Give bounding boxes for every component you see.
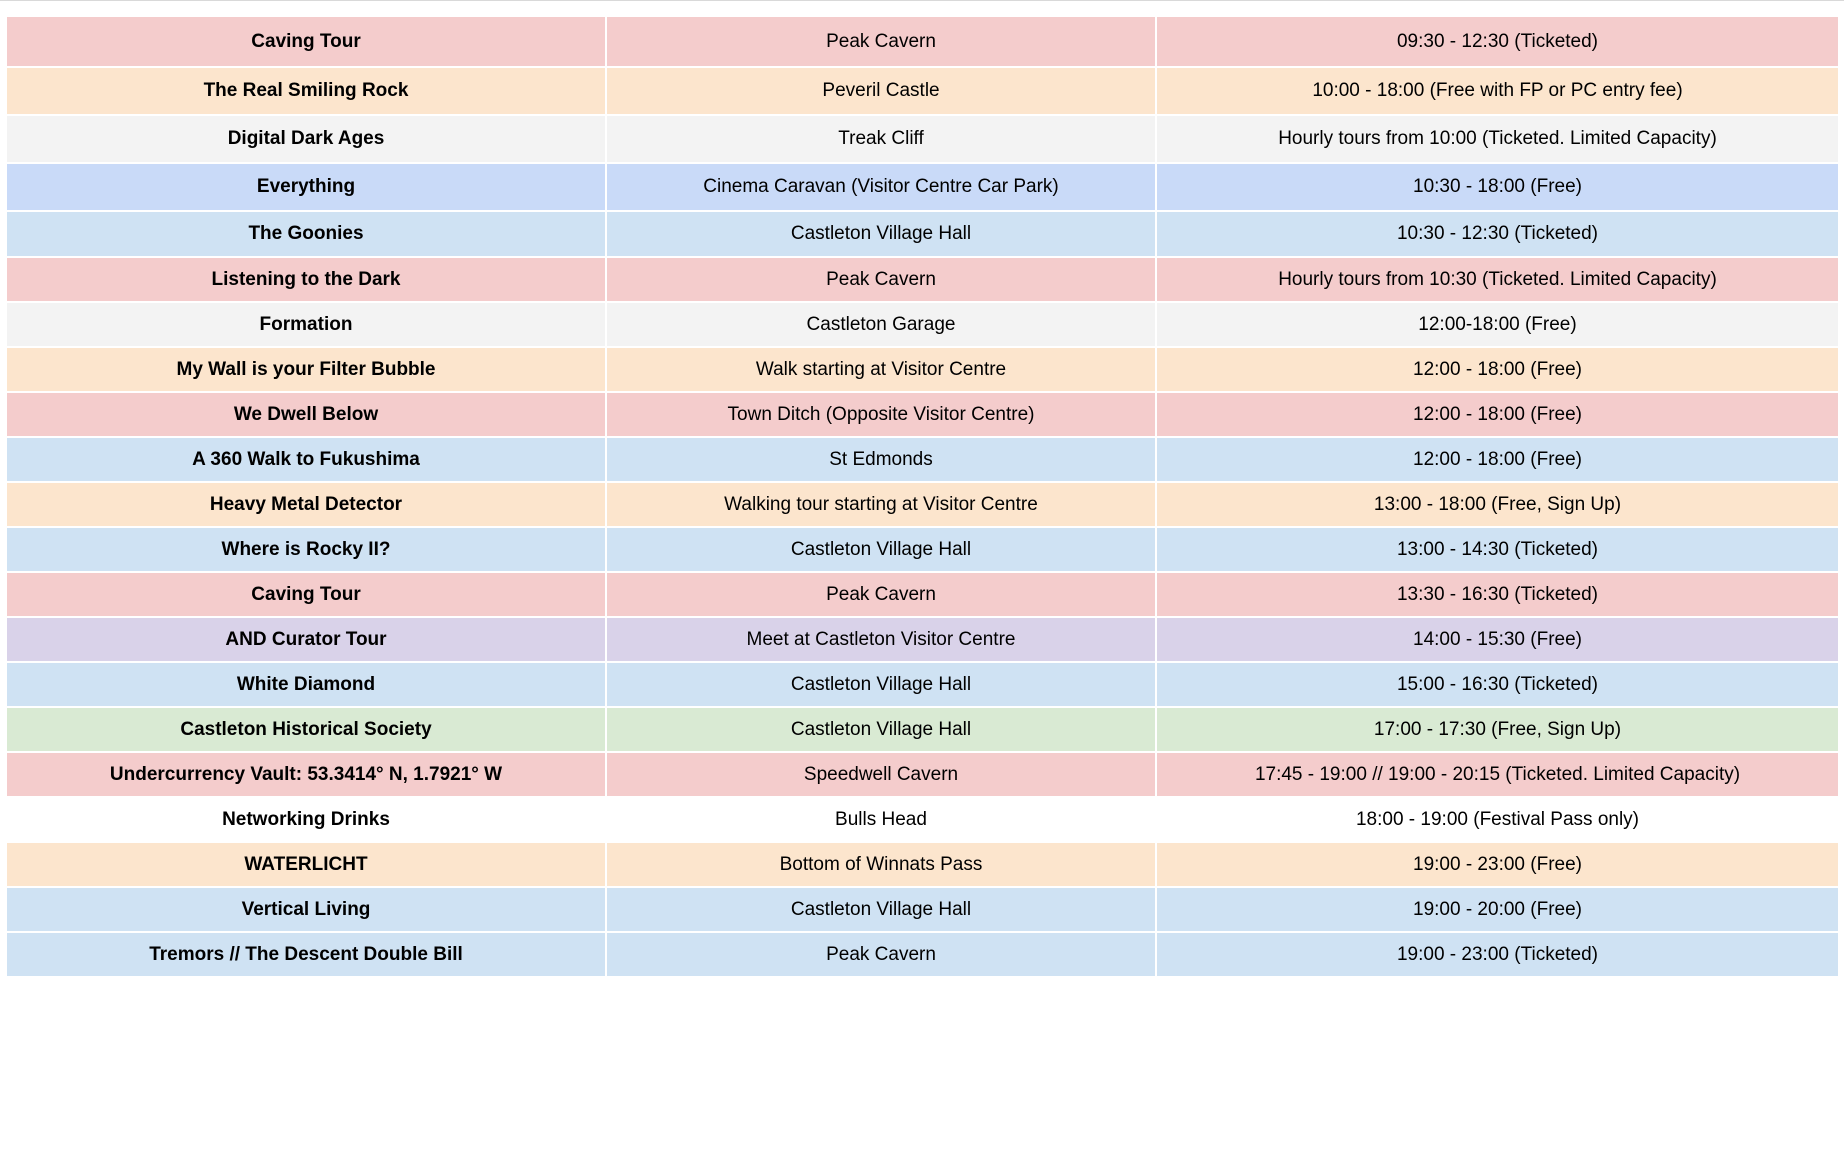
event-name-cell: White Diamond [7, 662, 606, 707]
venue-cell: Walk starting at Visitor Centre [606, 347, 1156, 392]
time-cell: 10:30 - 18:00 (Free) [1156, 163, 1838, 211]
venue-cell: Peveril Castle [606, 67, 1156, 115]
event-name-cell: A 360 Walk to Fukushima [7, 437, 606, 482]
table-row [7, 842, 1838, 887]
venue-cell: Castleton Village Hall [606, 887, 1156, 932]
venue-cell: Peak Cavern [606, 17, 1156, 67]
time-cell: 10:30 - 12:30 (Ticketed) [1156, 211, 1838, 257]
venue-cell: Bottom of Winnats Pass [606, 842, 1156, 887]
event-name-cell: Digital Dark Ages [7, 115, 606, 163]
venue-cell: Bulls Head [606, 797, 1156, 842]
venue-cell: Walking tour starting at Visitor Centre [606, 482, 1156, 527]
event-schedule-body [7, 17, 1838, 977]
table-row [7, 617, 1838, 662]
table-row [7, 163, 1838, 211]
table-row [7, 257, 1838, 302]
time-cell: Hourly tours from 10:30 (Ticketed. Limited Capacity) [1156, 257, 1838, 302]
time-cell: 15:00 - 16:30 (Ticketed) [1156, 662, 1838, 707]
event-schedule-table [7, 17, 1838, 978]
event-name-cell: The Goonies [7, 211, 606, 257]
time-cell: 12:00 - 18:00 (Free) [1156, 347, 1838, 392]
event-name-cell: AND Curator Tour [7, 617, 606, 662]
event-name-cell: Vertical Living [7, 887, 606, 932]
event-name-cell: Networking Drinks [7, 797, 606, 842]
time-cell: 09:30 - 12:30 (Ticketed) [1156, 17, 1838, 67]
venue-cell: Castleton Village Hall [606, 662, 1156, 707]
venue-cell: Castleton Village Hall [606, 707, 1156, 752]
time-cell: 13:00 - 14:30 (Ticketed) [1156, 527, 1838, 572]
table-row [7, 572, 1838, 617]
event-name-cell: WATERLICHT [7, 842, 606, 887]
time-cell: 13:00 - 18:00 (Free, Sign Up) [1156, 482, 1838, 527]
table-row [7, 932, 1838, 977]
time-cell: 19:00 - 23:00 (Free) [1156, 842, 1838, 887]
time-cell: 14:00 - 15:30 (Free) [1156, 617, 1838, 662]
venue-cell: Castleton Garage [606, 302, 1156, 347]
table-row [7, 302, 1838, 347]
venue-cell: Cinema Caravan (Visitor Centre Car Park) [606, 163, 1156, 211]
table-row [7, 437, 1838, 482]
table-row [7, 752, 1838, 797]
venue-cell: Peak Cavern [606, 572, 1156, 617]
time-cell: 19:00 - 20:00 (Free) [1156, 887, 1838, 932]
time-cell: 19:00 - 23:00 (Ticketed) [1156, 932, 1838, 977]
table-row [7, 887, 1838, 932]
table-row [7, 347, 1838, 392]
event-name-cell: Where is Rocky II? [7, 527, 606, 572]
event-name-cell: Heavy Metal Detector [7, 482, 606, 527]
venue-cell: Peak Cavern [606, 257, 1156, 302]
venue-cell: Treak Cliff [606, 115, 1156, 163]
event-name-cell: Caving Tour [7, 17, 606, 67]
time-cell: 17:00 - 17:30 (Free, Sign Up) [1156, 707, 1838, 752]
venue-cell: Castleton Village Hall [606, 527, 1156, 572]
event-name-cell: We Dwell Below [7, 392, 606, 437]
venue-cell: Peak Cavern [606, 932, 1156, 977]
table-row [7, 797, 1838, 842]
time-cell: 10:00 - 18:00 (Free with FP or PC entry fee) [1156, 67, 1838, 115]
time-cell: Hourly tours from 10:00 (Ticketed. Limited Capacity) [1156, 115, 1838, 163]
table-row [7, 392, 1838, 437]
venue-cell: Town Ditch (Opposite Visitor Centre) [606, 392, 1156, 437]
event-name-cell: The Real Smiling Rock [7, 67, 606, 115]
top-divider [0, 0, 1844, 1]
table-row [7, 662, 1838, 707]
event-name-cell: Formation [7, 302, 606, 347]
time-cell: 13:30 - 16:30 (Ticketed) [1156, 572, 1838, 617]
time-cell: 12:00 - 18:00 (Free) [1156, 437, 1838, 482]
event-name-cell: Caving Tour [7, 572, 606, 617]
event-name-cell: Tremors // The Descent Double Bill [7, 932, 606, 977]
table-row [7, 67, 1838, 115]
time-cell: 18:00 - 19:00 (Festival Pass only) [1156, 797, 1838, 842]
table-row [7, 707, 1838, 752]
venue-cell: Speedwell Cavern [606, 752, 1156, 797]
table-row [7, 482, 1838, 527]
table-row [7, 115, 1838, 163]
table-row [7, 527, 1838, 572]
venue-cell: Meet at Castleton Visitor Centre [606, 617, 1156, 662]
table-row [7, 17, 1838, 67]
time-cell: 17:45 - 19:00 // 19:00 - 20:15 (Ticketed. Limited Capacity) [1156, 752, 1838, 797]
event-name-cell: Undercurrency Vault: 53.3414° N, 1.7921° W [7, 752, 606, 797]
event-name-cell: Castleton Historical Society [7, 707, 606, 752]
venue-cell: St Edmonds [606, 437, 1156, 482]
time-cell: 12:00 - 18:00 (Free) [1156, 392, 1838, 437]
event-name-cell: Listening to the Dark [7, 257, 606, 302]
table-row [7, 211, 1838, 257]
venue-cell: Castleton Village Hall [606, 211, 1156, 257]
time-cell: 12:00-18:00 (Free) [1156, 302, 1838, 347]
event-name-cell: My Wall is your Filter Bubble [7, 347, 606, 392]
event-name-cell: Everything [7, 163, 606, 211]
